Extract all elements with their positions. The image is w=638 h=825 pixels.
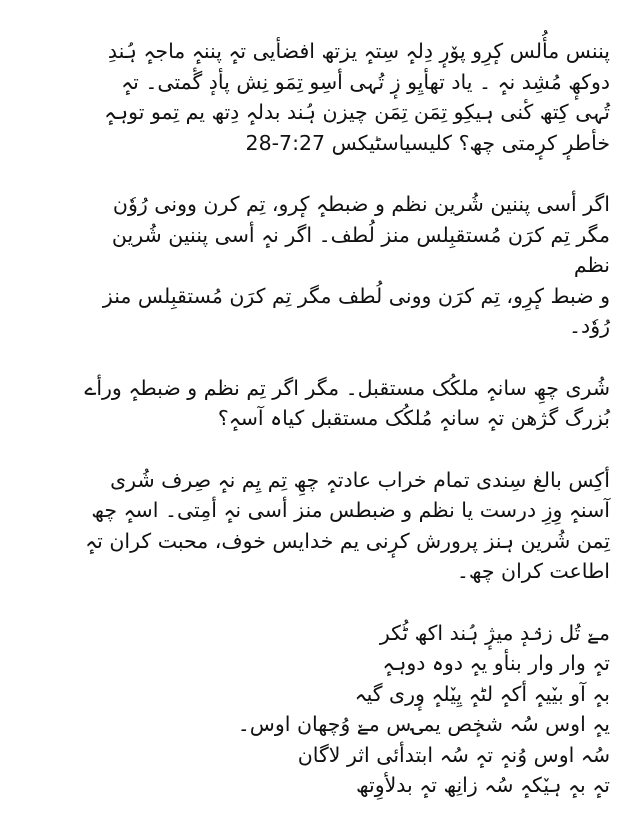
paragraph-spacer [74, 587, 610, 618]
paragraph-spacer [74, 342, 610, 373]
paragraph-bad-habits: أکِس بالغ سِندی تمام خراب عادتہٕ چھِ تِم یِم نہٕ صِرف شُری آسنہٕ وِزِ درست یا نظم و ضبطس منز أسی نہٕ أمِتی۔ اسہٕ چھ تِمن شُرین ہنز پرورش کرٕنی یم خدایس خوف، محبت کران تہٕ اطاعت کران چھ۔ [85, 467, 610, 583]
paragraph-spacer [74, 158, 610, 189]
paragraph-discipline-children: اگر أسی پننین شُرین نظم و ضبطہٕ کٕرو، تِم کرن وونی رُوٗن مگر تِم کرَن مُستقبِلس منز لُطف۔ اگر نہٕ أسی پننین شُرین نظم و ضبط کٕرِو، تِم کرَن وونی لُطف مگر تِم کرَن مُستقبِلس منز رُوٗد۔ [102, 192, 610, 338]
document-body [74, 36, 610, 801]
poem-clay-verse: مےٚ تُل زنٛدٕ میژٕ ہُند اکھ ٹُکر تہٕ وار وار بنأو یہٕ دوہ دوہہٕ بہٕ آو بیٚیہٕ أکہٕ لٹہٕ یِیٚلہٕ وٕری گیہ یہٕ اوس سُہ شخٕص یمۍس مےٚ وُچھان اوس۔ سُہ اوس وُنہٕ تہٕ سُہ ابتدأئی اثر لاگان تہٕ بہٕ ہیٚکہٕ سُہ زانِھ تہٕ بدلأوِتھ [237, 620, 610, 797]
paragraph-gratitude-parents: پننس مأُلس کٕرِو پۆرٕ دِلہٕ سِتہٕ یزتھ افضأیی تہٕ پننہٕ ماجہٕ ہُندِ دوکھٕ مُشِد نہٕ ۔ یاد تھأیِو زٕ تُہی أسِو تِمَو نِش پأدٕ گٔمتی۔ تہٕ تُہی کِتھ کٔنی ہیکِو تِمَن تِمَن چیزن ہُند بدلہٕ دِتھ یم تِمو توہہٕ خأطرٕ کرٕمتی چھ؟ کلیسیاسٹیکس 7:27-28 [104, 39, 610, 155]
paragraph-future-nation: شُری چھِ سانہٕ ملکُک مستقبل۔ مگر اگر تِم نظم و ضبطہٕ ورأے بُزرگ گژھن تہٕ سانہٕ مُلکُک مستقبل کیاہ آسہٕ؟ [84, 375, 610, 430]
paragraph-spacer [74, 434, 610, 465]
